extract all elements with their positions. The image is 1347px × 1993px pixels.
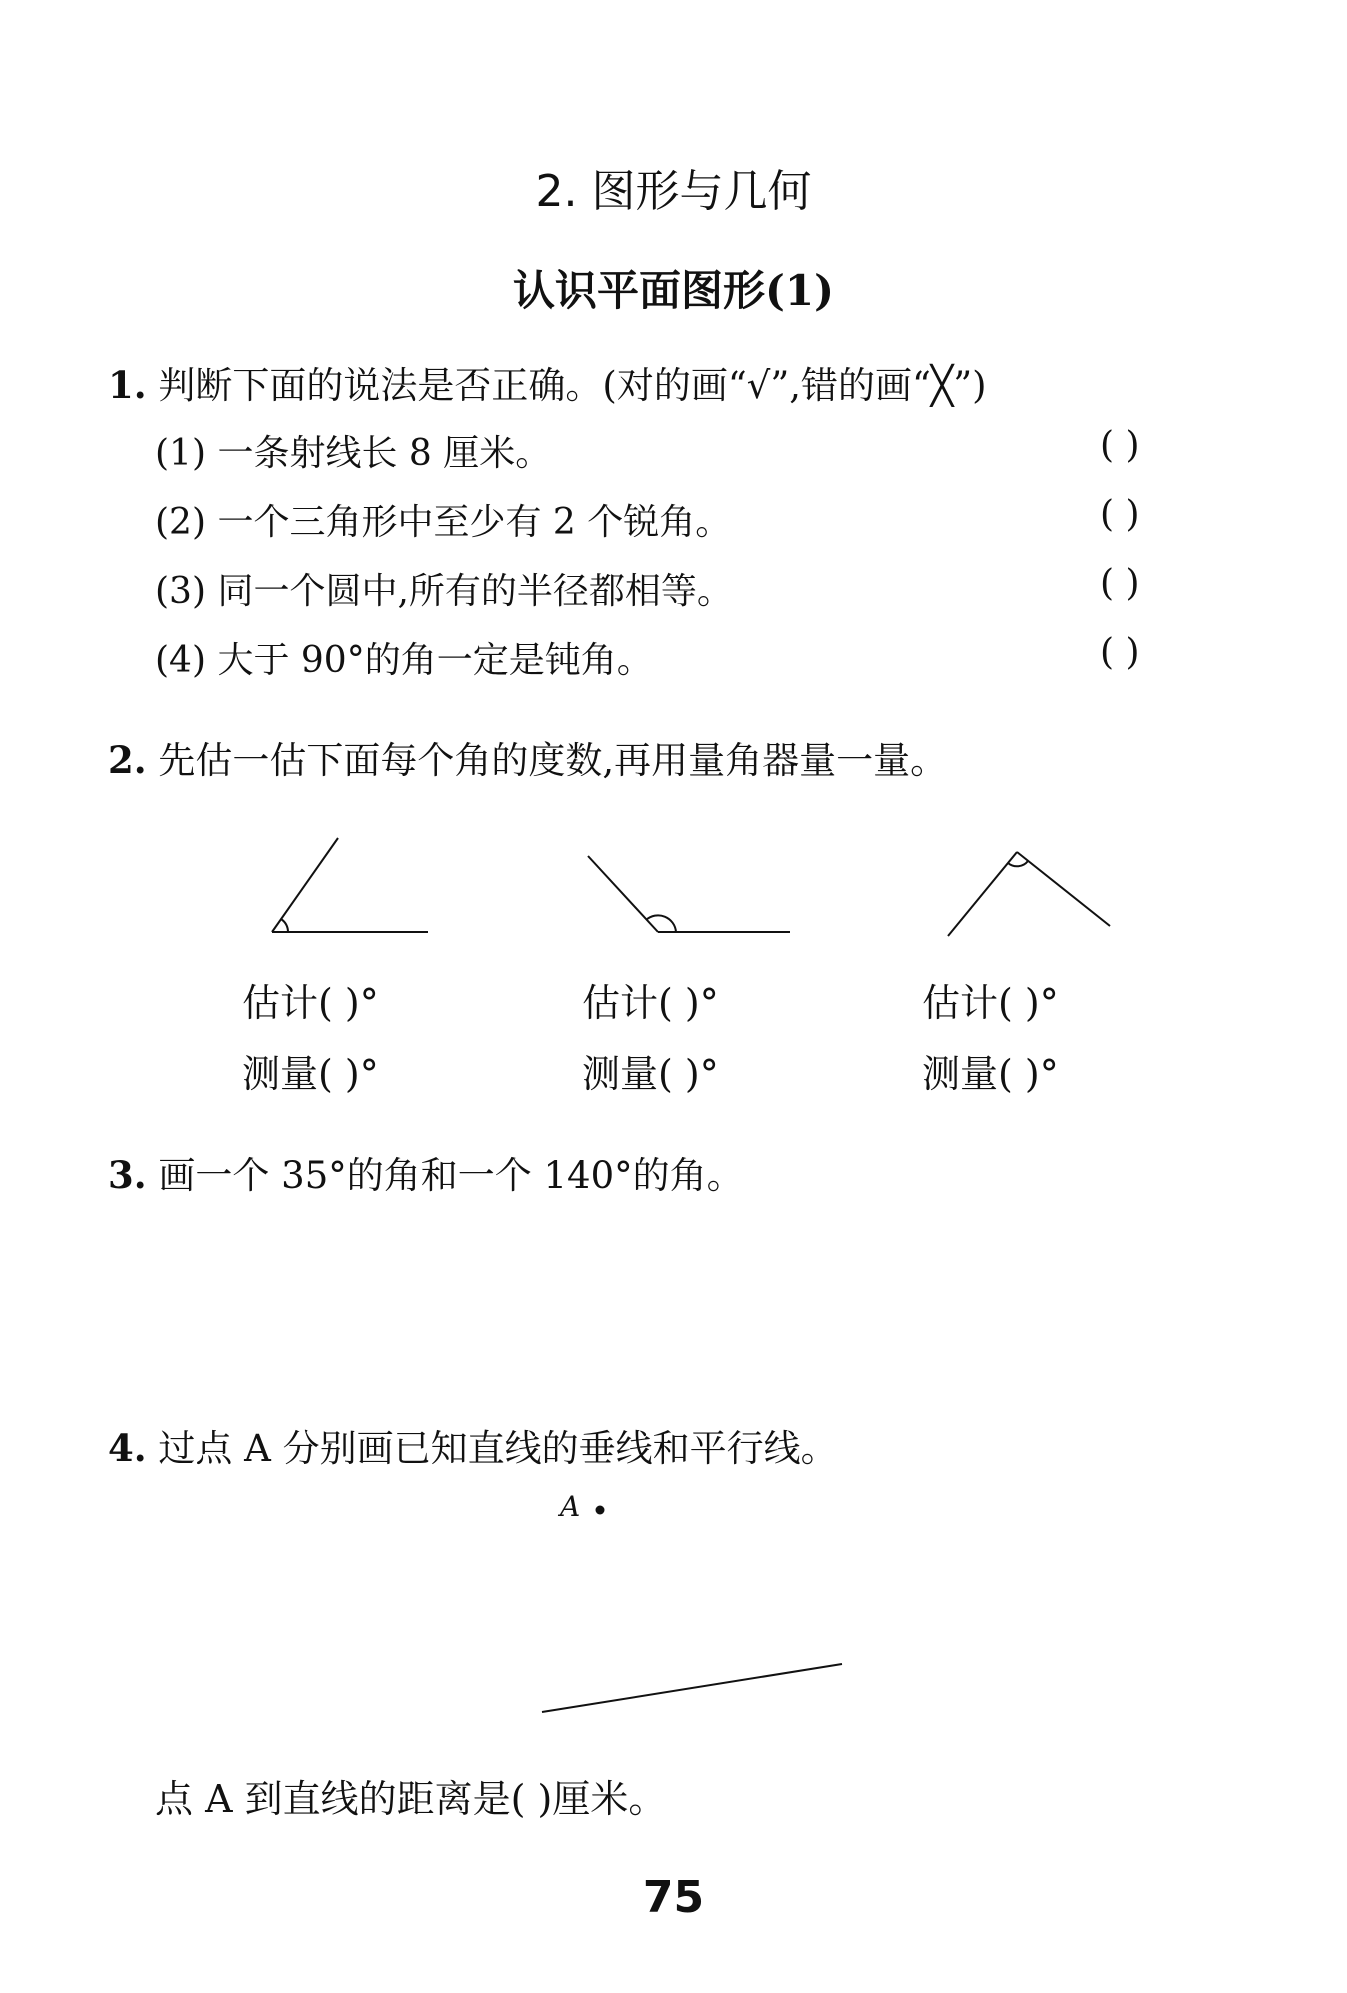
angle-2-estimate[interactable]: 估计( )° [582, 981, 719, 1025]
question-4 [108, 1418, 838, 1472]
angle-1-arc [281, 919, 288, 932]
q1-item-1-text: 一条射线长 8 厘米。 [217, 433, 552, 474]
angle-figure-3 [948, 852, 1110, 936]
distance-answer[interactable]: 点 A 到直线的距离是( )厘米。 [155, 1777, 667, 1821]
angle-3-estimate[interactable]: 估计( )° [922, 981, 1059, 1025]
q1-item-2-label: (2) [155, 502, 206, 543]
page-number: 75 [642, 1872, 705, 1923]
angle-2-ray-slanted [588, 856, 658, 932]
angle-3-measure[interactable]: 测量( )° [922, 1052, 1059, 1096]
q1-item-3-text: 同一个圆中,所有的半径都相等。 [217, 571, 733, 612]
question-1-number: 1. [108, 363, 147, 407]
q1-item-1 [155, 425, 551, 476]
q1-item-4-label: (4) [155, 640, 206, 681]
chapter-title: 2. 图形与几何 [535, 166, 812, 217]
angle-3-ray-left [948, 852, 1017, 936]
question-2-text: 先估一估下面每个角的度数,再用量角器量一量。 [158, 739, 948, 782]
q1-item-3-label: (3) [155, 571, 206, 612]
question-3-number: 3. [108, 1153, 147, 1197]
q1-item-4-answer-blank[interactable]: ( ) [1100, 632, 1140, 673]
q1-item-2-text: 一个三角形中至少有 2 个锐角。 [217, 502, 732, 543]
question-4-text: 过点 A 分别画已知直线的垂线和平行线。 [158, 1427, 838, 1470]
question-1 [108, 355, 987, 409]
angle-figure-1 [272, 838, 428, 932]
angle-figure-2 [588, 856, 790, 932]
q1-item-4 [155, 632, 653, 683]
q1-item-4-text: 大于 90°的角一定是钝角。 [217, 640, 653, 681]
q1-item-3-answer-blank[interactable]: ( ) [1100, 563, 1140, 604]
angle-1-estimate[interactable]: 估计( )° [242, 981, 379, 1025]
question-3 [108, 1145, 744, 1199]
question-4-number: 4. [108, 1426, 147, 1470]
point-a-dot [596, 1506, 605, 1515]
question-1-text: 判断下面的说法是否正确。(对的画“√”,错的画“╳”) [158, 364, 987, 407]
q1-item-3 [155, 563, 733, 614]
q1-item-1-label: (1) [155, 433, 206, 474]
q1-item-1-answer-blank[interactable]: ( ) [1100, 425, 1140, 466]
angle-3-arc [1008, 861, 1028, 866]
angle-3-ray-right [1017, 852, 1110, 926]
angle-1-measure[interactable]: 测量( )° [242, 1052, 379, 1096]
angle-1-ray-slanted [272, 838, 338, 932]
angle-2-measure[interactable]: 测量( )° [582, 1052, 719, 1096]
question-2-number: 2. [108, 738, 147, 782]
given-line [542, 1664, 842, 1712]
question-3-text: 画一个 35°的角和一个 140°的角。 [158, 1154, 744, 1197]
q3-drawing-area[interactable] [108, 1205, 1238, 1405]
question-2 [108, 730, 947, 784]
q1-item-2-answer-blank[interactable]: ( ) [1100, 494, 1140, 535]
point-a-label: A [560, 1490, 581, 1523]
section-title: 认识平面图形(1) [513, 266, 834, 315]
q1-item-2 [155, 494, 731, 545]
